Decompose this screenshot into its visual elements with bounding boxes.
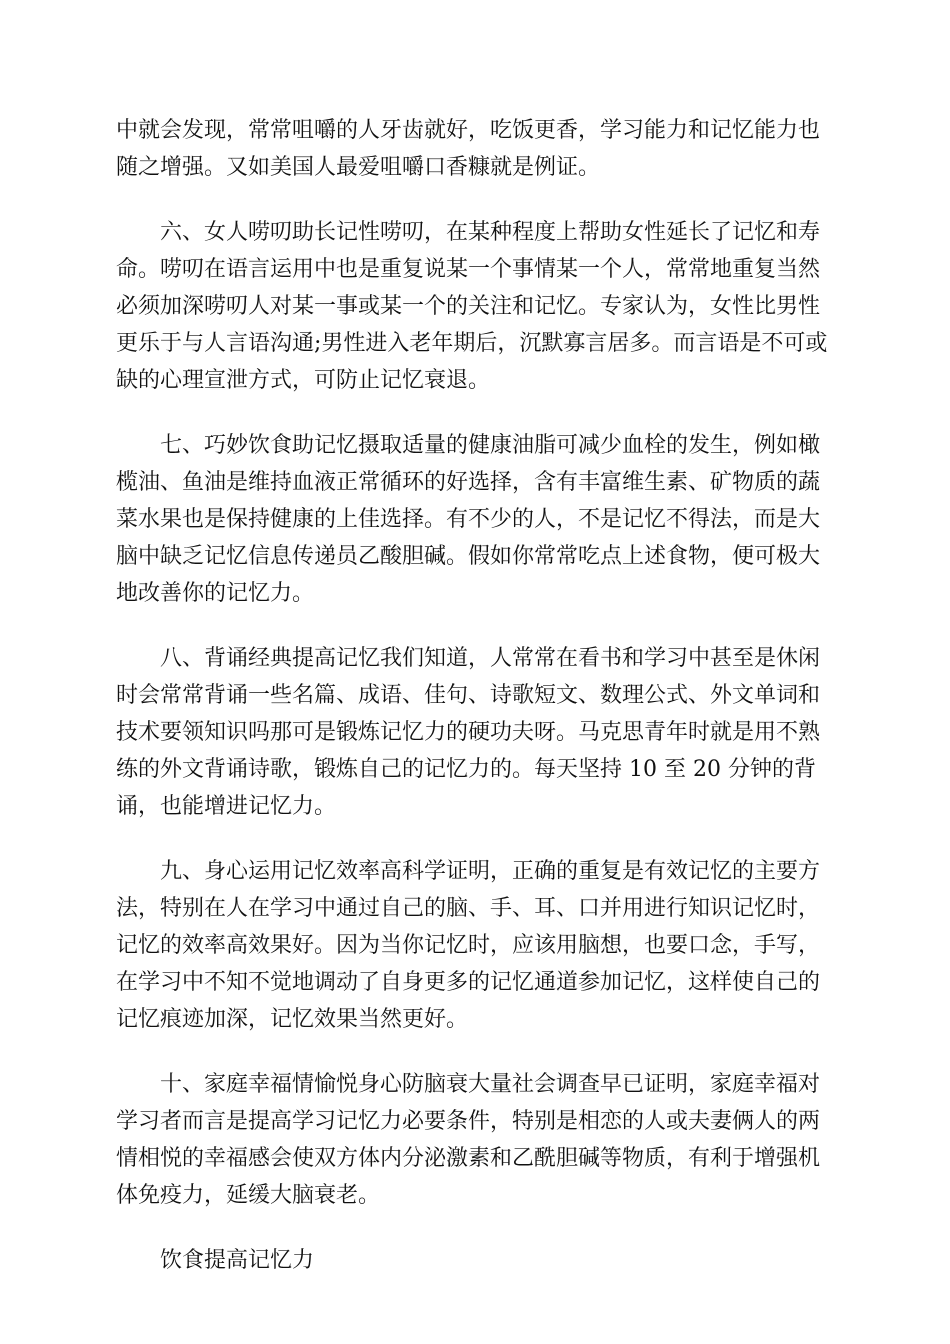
document-body xyxy=(116,112,836,1279)
paragraph-chewing-continued: 中就会发现，常常咀嚼的人牙齿就好，吃饭更香，学习能力和记忆能力也随之增强。又如美国人最爱咀嚼口香糠就是例证。 xyxy=(116,118,821,180)
paragraph-section-six: 六、女人唠叨助长记性唠叨，在某种程度上帮助女性延长了记忆和寿命。唠叨在语言运用中也是重复说某一个事情某一个人，常常地重复当然必须加深唠叨人对某一事或某一个的关注和记忆。专家认为，女性比男性更乐于与人言语沟通;男性进入老年期后，沉默寡言居多。而言语是不可或缺的心理宣泄方式，可防止记忆衰退。 xyxy=(116,220,828,393)
paragraph-section-seven: 七、巧妙饮食助记忆摄取适量的健康油脂可减少血栓的发生，例如橄榄油、鱼油是维持血液正常循环的好选择，含有丰富维生素、矿物质的蔬菜水果也是保持健康的上佳选择。有不少的人，不是记忆不得法，而是大脑中缺乏记忆信息传递员乙酸胆碱。假如你常常吃点上述食物，便可极大地改善你的记忆力。 xyxy=(116,433,821,606)
paragraph-section-eight: 八、背诵经典提高记忆我们知道，人常常在看书和学习中甚至是休闲时会常常背诵一些名篇、成语、佳句、诗歌短文、数理公式、外文单词和技术要领知识吗那可是锻炼记忆力的硬功夫呀。马克思青年时就是用不熟练的外文背诵诗歌，锻炼自己的记忆力的。每天坚持 10 至 20 分钟的背诵，也能增进记忆力。 xyxy=(116,646,821,819)
paragraph-section-nine: 九、身心运用记忆效率高科学证明，正确的重复是有效记忆的主要方法，特别在人在学习中通过自己的脑、手、耳、口并用进行知识记忆时，记忆的效率高效果好。因为当你记忆时，应该用脑想，也要口念，手写，在学习中不知不觉地调动了自身更多的记忆通道参加记忆，这样使自己的记忆痕迹加深，记忆效果当然更好。 xyxy=(116,859,821,1032)
section-heading-diet-memory: 饮食提高记忆力 xyxy=(160,1248,315,1273)
paragraph-section-ten: 十、家庭幸福情愉悦身心防脑衰大量社会调查早已证明，家庭幸福对学习者而言是提高学习记忆力必要条件，特别是相恋的人或夫妻俩人的两情相悦的幸福感会使双方体内分泌激素和乙酰胆碱等物质，有利于增强机体免疫力，延缓大脑衰老。 xyxy=(116,1072,821,1208)
